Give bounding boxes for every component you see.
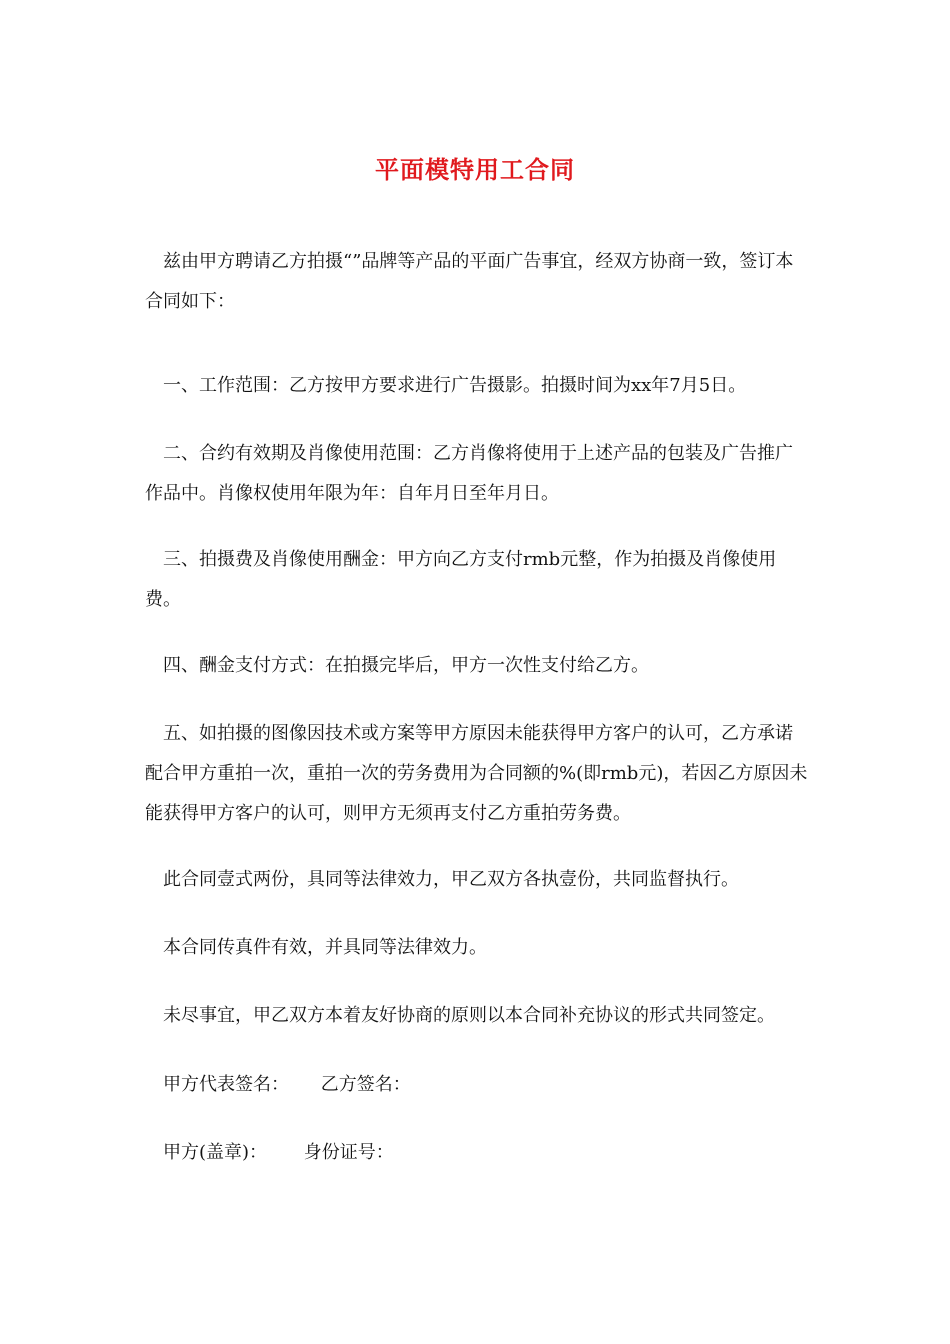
paragraph-clause-1: 一、工作范围：乙方按甲方要求进行广告摄影。拍摄时间为xx年7月5日。 [163, 375, 747, 396]
paragraph-copies: 此合同壹式两份，具同等法律效力，甲乙双方各执壹份，共同监督执行。 [163, 869, 739, 890]
id-number-label: 身份证号： [303, 1142, 394, 1163]
party-b-signature-label: 乙方签名： [320, 1074, 411, 1095]
paragraph-supplement: 未尽事宜，甲乙双方本着友好协商的原则以本合同补充协议的形式共同签定。 [163, 1005, 775, 1026]
paragraph-clause-2: 二、合约有效期及肖像使用范围：乙方肖像将使用于上述产品的包装及广告推广作品中。肖像权使用年限为年：自年月日至年月日。 [145, 443, 793, 504]
paragraph-clause-4: 四、酬金支付方式：在拍摄完毕后，甲方一次性支付给乙方。 [163, 655, 649, 676]
paragraph-clause-3: 三、拍摄费及肖像使用酬金：甲方向乙方支付rmb元整，作为拍摄及肖像使用费。 [145, 549, 777, 610]
paragraph-clause-5: 五、如拍摄的图像因技术或方案等甲方原因未能获得甲方客户的认可，乙方承诺配合甲方重拍一次，重拍一次的劳务费用为合同额的%(即rmb元)，若因乙方原因未能获得甲方客户的认可，则甲方无须再支付乙方重拍劳务费。 [145, 723, 808, 824]
paragraph-fax: 本合同传真件有效，并具同等法律效力。 [163, 937, 487, 958]
party-a-seal-label: 甲方(盖章)： [163, 1142, 268, 1163]
signature-row-2 [163, 1138, 394, 1168]
signature-row-1 [163, 1070, 411, 1100]
document-title: 平面模特用工合同 [375, 155, 575, 184]
party-a-rep-signature-label: 甲方代表签名： [163, 1074, 289, 1095]
paragraph-intro: 兹由甲方聘请乙方拍摄“”品牌等产品的平面广告事宜，经双方协商一致，签订本合同如下： [145, 251, 794, 312]
